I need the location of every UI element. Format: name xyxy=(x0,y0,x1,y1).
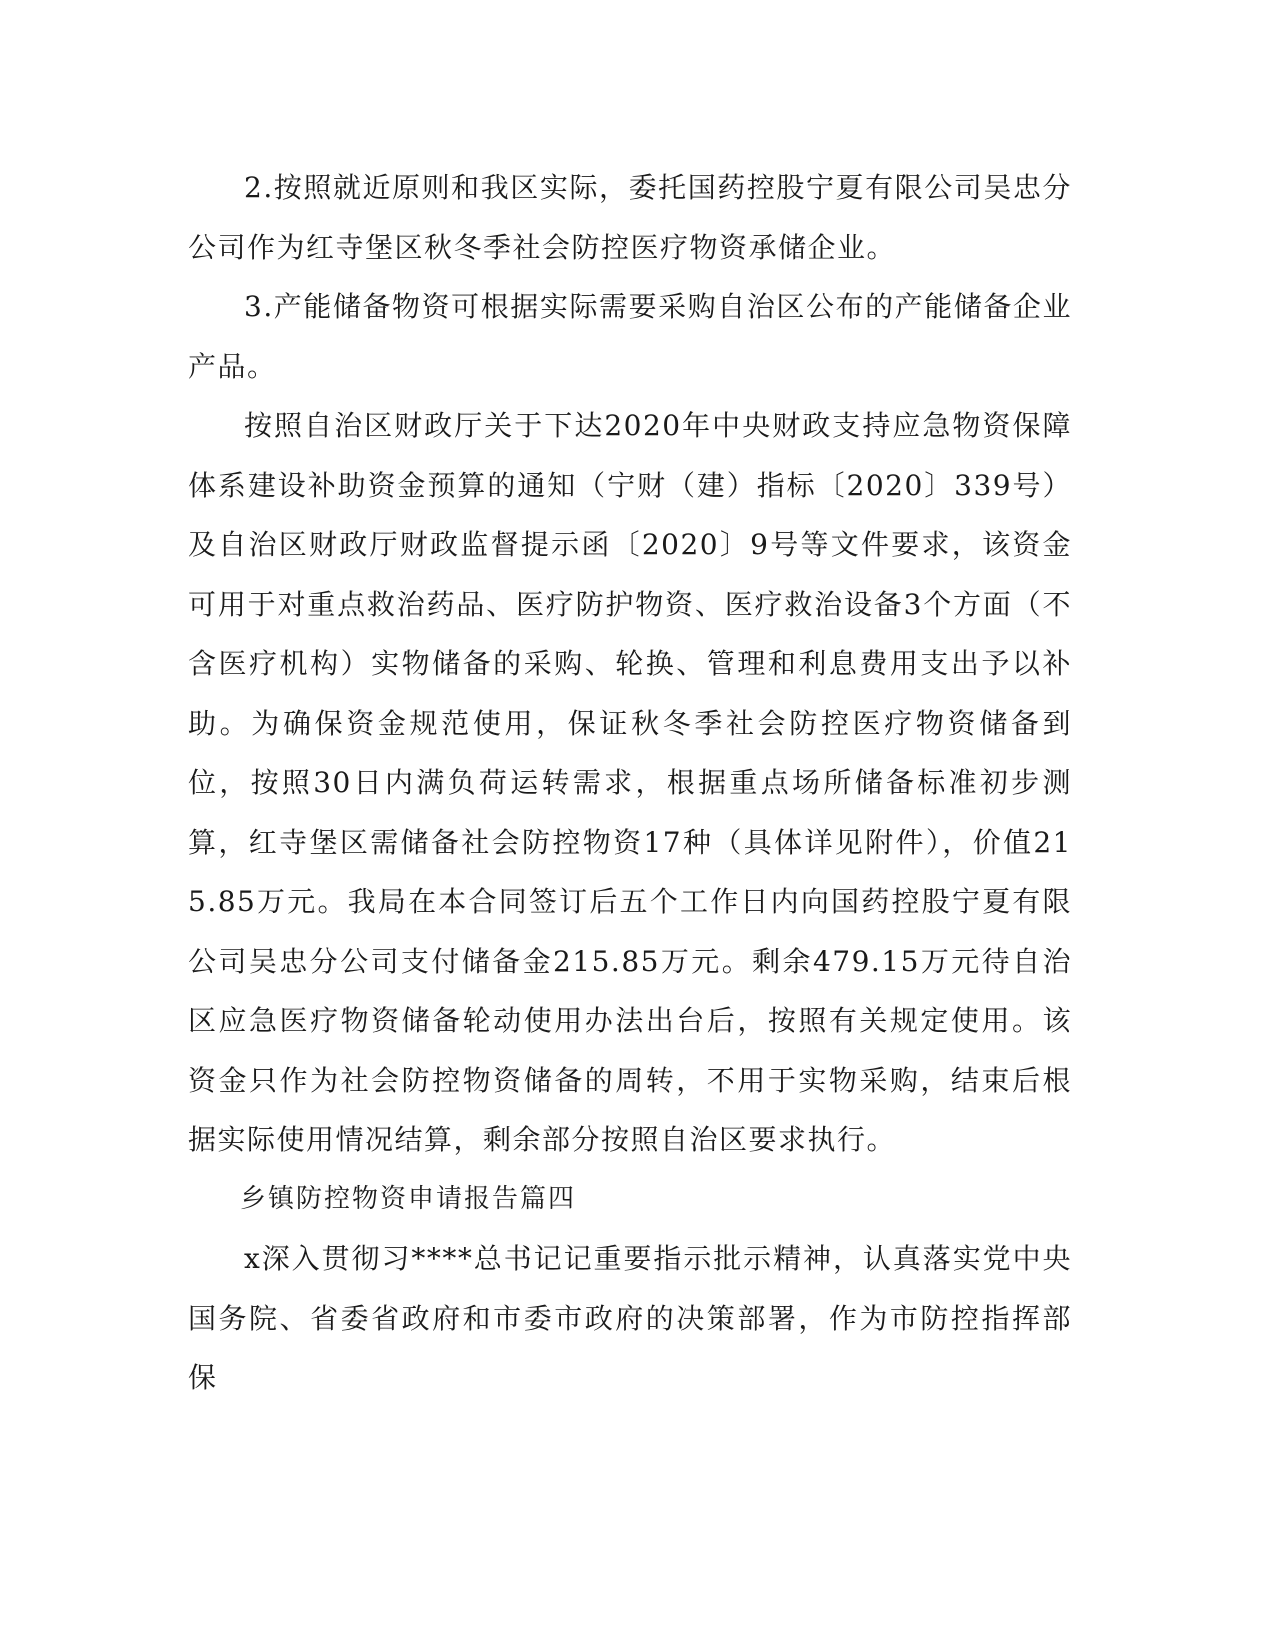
section-heading: 乡镇防控物资申请报告篇四 xyxy=(240,1183,577,1214)
paragraph-item-3: 3.产能储备物资可根据实际需要采购自治区公布的产能储备企业产品。 xyxy=(188,290,1072,383)
paragraph-closing: x深入贯彻习****总书记记重要指示批示精神，认真落实党中央国务院、省委省政府和市委市政府的决策部署，作为市防控指挥部保 xyxy=(188,1242,1072,1394)
paragraph-funding: 按照自治区财政厅关于下达2020年中央财政支持应急物资保障体系建设补助资金预算的通知（宁财（建）指标〔2020〕339号）及自治区财政厅财政监督提示函〔2020〕9号等文件要求，该资金可用于对重点救治药品、医疗防护物资、医疗救治设备3个方面（不含医疗机构）实物储备的采购、轮换、管理和利息费用支出予以补助。为确保资金规范使用，保证秋冬季社会防控医疗物资储备到位，按照30日内满负荷运转需求，根据重点场所储备标准初步测算，红寺堡区需储备社会防控物资17种（具体详见附件），价值215.85万元。我局在本合同签订后五个工作日内向国药控股宁夏有限公司吴忠分公司支付储备金215.85万元。剩余479.15万元待自治区应急医疗物资储备轮动使用办法出台后，按照有关规定使用。该资金只作为社会防控物资储备的周转，不用于实物采购，结束后根据实际使用情况结算，剩余部分按照自治区要求执行。 xyxy=(188,409,1072,1156)
paragraph-item-2: 2.按照就近原则和我区实际，委托国药控股宁夏有限公司吴忠分公司作为红寺堡区秋冬季社会防控医疗物资承储企业。 xyxy=(188,171,1072,264)
document-body xyxy=(188,158,1072,1408)
